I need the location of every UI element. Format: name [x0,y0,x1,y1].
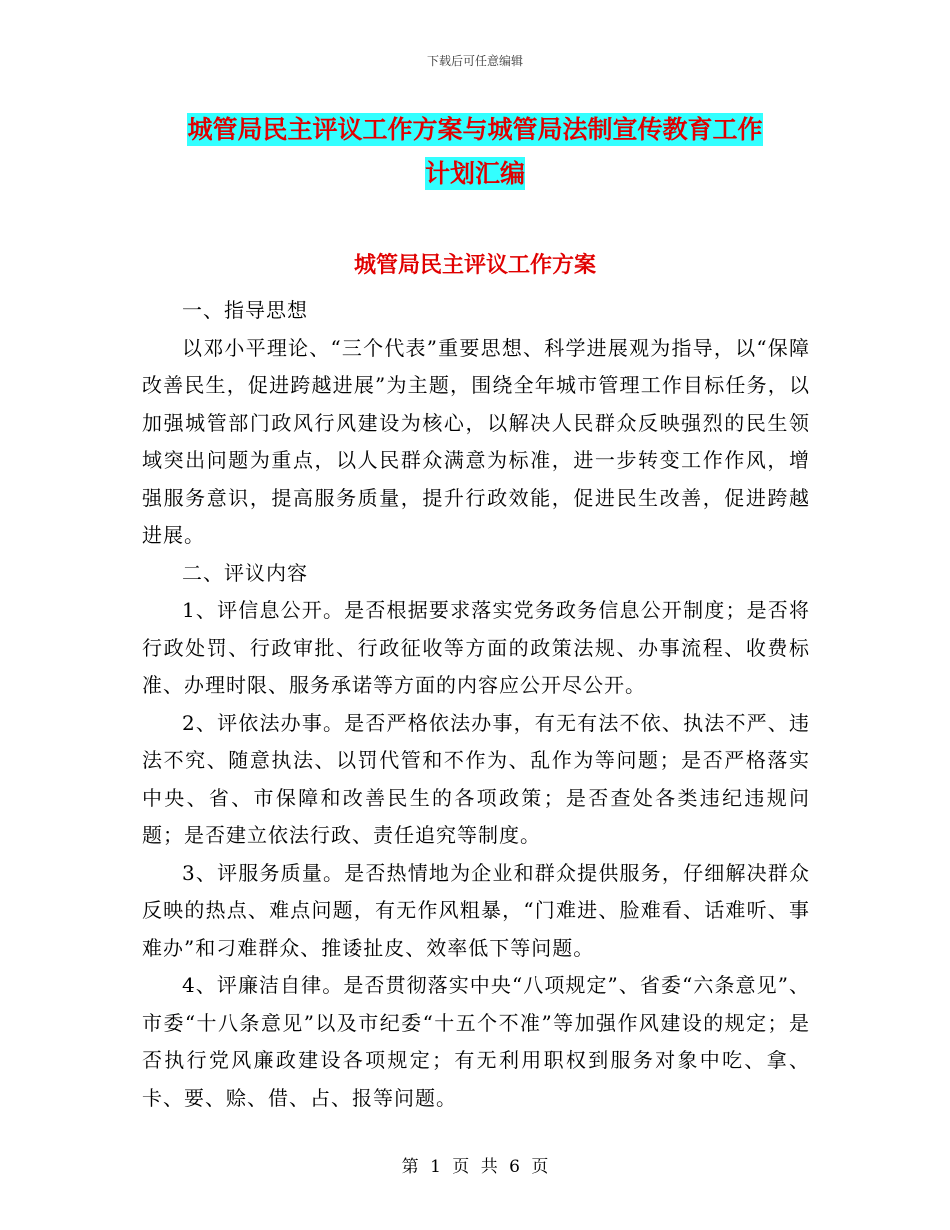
paragraph-item-1: 1、评信息公开。是否根据要求落实党务政务信息公开制度；是否将行政处罚、行政审批、行政征收等方面的政策法规、办事流程、收费标准、办理时限、服务承诺等方面的内容应公开尽公开。 [142,598,810,697]
section-title: 城管局民主评议工作方案 [353,253,596,278]
heading-guiding-thought: 一、指导思想 [182,298,308,322]
header-note: 下载后可任意编辑 [426,54,523,68]
heading-evaluation-content: 二、评议内容 [182,560,308,585]
document-body [142,292,810,1117]
page-footer: 第 1 页 共 6 页 [401,1157,549,1177]
paragraph-item-2: 2、评依法办事。是否严格依法办事，有无有法不依、执法不严、违法不究、随意执法、以罚代管和不作为、乱作为等问题；是否严格落实中央、省、市保障和改善民生的各项政策；是否查处各类违纪违规问题；是否建立依法行政、责任追究等制度。 [142,710,810,847]
document-title-line1: 城管局民主评议工作方案与城管局法制宣传教育工作 [187,115,763,144]
paragraph-item-3: 3、评服务质量。是否热情地为企业和群众提供服务，仔细解决群众反映的热点、难点问题，有无作风粗暴，“门难进、脸难看、话难听、事难办”和刁难群众、推诿扯皮、效率低下等问题。 [142,860,810,960]
document-title-line2: 计划汇编 [424,159,525,188]
document-title [140,108,810,196]
paragraph-guiding-thought: 以邓小平理论、“三个代表”重要思想、科学进展观为指导，以“保障改善民生，促进跨越进展”为主题，围绕全年城市管理工作目标任务，以加强城管部门政风行风建设为核心，以解决人民群众反映强烈的民生领域突出问题为重点，以人民群众满意为标准，进一步转变工作作风，增强服务意识，提高服务质量，提升行政效能，促进民生改善，促进跨越进展。 [142,335,810,547]
paragraph-item-4: 4、评廉洁自律。是否贯彻落实中央“八项规定”、省委“六条意见”、市委“十八条意见”以及市纪委“十五个不准”等加强作风建设的规定；是否执行党风廉政建设各项规定；有无利用职权到服务对象中吃、拿、卡、要、赊、借、占、报等问题。 [142,973,810,1110]
